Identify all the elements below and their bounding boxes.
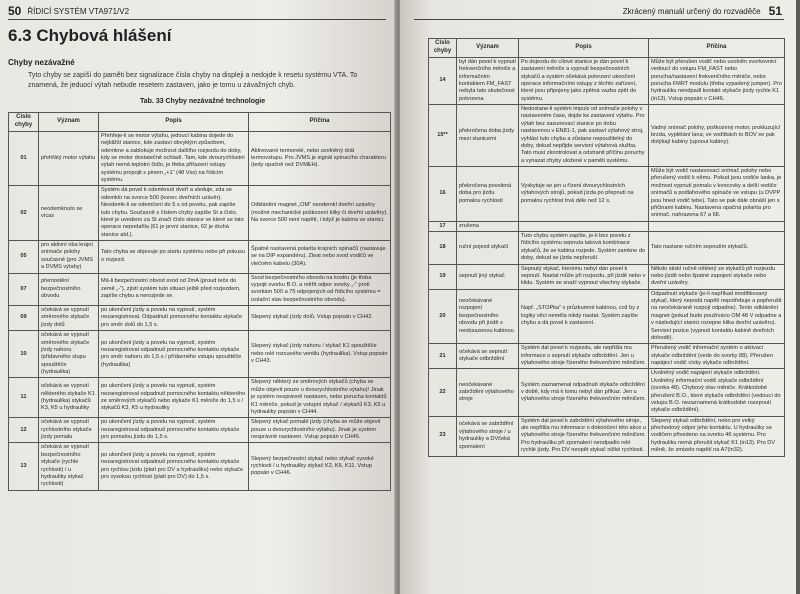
error-description: po ukončení jízdy a povelu na vypnutí, systém nezaregistroval odpadnutí pomocného kontaktu stykače pro pomalou jízdu do 1,5 s. xyxy=(99,418,249,443)
error-cause: Odpadnutí stykače (je-li napříkad modifikovaný stykač, který nepodá napětí nepotřebuje a popřerušit na neočekávaně rozpojí odpadne). Tento odklánění magnet (pokud bude používáno OM 48 V odpadne a v následující stanici rozepne klika dveřní uzávěru). Servisní pozice (vypnutí kontaktu kabině dveřních dohodě). xyxy=(649,289,785,344)
col-header-description: Popis xyxy=(99,113,249,132)
col-header-cause: Příčina xyxy=(649,39,785,58)
col-header-cause: Příčina xyxy=(249,113,391,132)
error-code: 20 xyxy=(429,289,457,344)
error-code: 09 xyxy=(9,306,39,331)
right-error-table xyxy=(428,38,785,457)
right-header-rule xyxy=(414,19,784,20)
error-description: Např. „STOPka“ v průzkumné kabinou, což by z logiky věci neměla nikdy nastat. Systém zapíše chybu a dá povel k zastavení. xyxy=(519,289,649,344)
error-description: Nedostane-li systém impulz od snímače polohy v nastaveném čase, dojde ke zastavení výtahu. Pro výtah bez zasunovací stanice po dobu nastavenou v EN81-1, pak zastaví výtahový stroj, vyhlásí tuto chybu a zůstane nepoužitelný do doby, dokud nepřijde servisní výtahová služba. Tato musí zkontrolovat a odstranit příčinu poruchy a vynazat chyby uložené v paměti systému. xyxy=(519,105,649,167)
error-meaning: očekává se vypnutí směrového stykače jízdy dolů xyxy=(39,306,99,331)
error-cause: Slepený stykač odbrždění, nebo pro velký přechodový odpor jeho kontaktu. U hydrauliky se vodičem přivedeno na svorku 46 systému. Pro hydrauliku nemá přerušit stykač K1 (in13). Pro DV měně, že zmizelo napětí na A7(in32). xyxy=(649,416,785,456)
error-meaning: přehřátý motor výtahu xyxy=(39,131,99,186)
error-description: Systém dal povel k rozjezdu, ale nepřišla mu informace o sepnutí stykače odbrždění. Jen u výtahového stroje řízeného frekvenčním měničem. xyxy=(519,344,649,369)
table-row xyxy=(9,378,391,418)
error-meaning: očekává se vypnutí směrového stykače jízdy nahoru /přídavného stupu spouštěče (hydraulika) xyxy=(39,331,99,378)
left-table-header-row xyxy=(9,113,391,132)
error-code: 05 xyxy=(9,241,39,274)
error-meaning: neočekávané rozpojení bezpečnostního obvodu při jízdě s neobsazenou kabinou xyxy=(457,289,519,344)
error-meaning: očekává se zabrždění výtahového stroje / u hydrauliky a DVčeká zpomalení xyxy=(457,416,519,456)
error-code: 21 xyxy=(429,344,457,369)
table-row xyxy=(429,416,785,456)
right-page-number: 51 xyxy=(768,4,782,18)
error-cause: Slepený stykač jízdy nahoru / stykač K1 spouštěče nebo relé rozcuvého ventilu (hydraulika). Vstup popsán v CH43. xyxy=(249,331,391,378)
error-meaning: očekává se sepnutí stykače odbrždění xyxy=(457,344,519,369)
right-running-head xyxy=(623,2,782,20)
error-description: Systém dá povel k odemknutí dveří a sleduje, zda se odemklo na svorce 500 (konec dveřních uzávěr). Neodemk-li se odemčení do 5 s od povelu, pak zapíše tuto chybu. Současně s číslem chyby zapíše St a číslo, které je uvedeno za St značí číslo stanice ve které se tato operace nepodařila (61 je první stanice, 62 je druhá stanice atd.). xyxy=(99,186,249,241)
col-header-description: Popis xyxy=(519,39,649,58)
section-title: 6.3 Chybová hlášení xyxy=(8,26,172,45)
error-meaning: sepnutí jiný stykač xyxy=(457,264,519,289)
error-description: po ukončení jízdy a povelu na vypnutí, systém nezaregistroval odpadnutí pomocného kontaktu stykače pro směr nahoru do 1,5 s / přídavného vstupu spouštěče (hydraulika) xyxy=(99,331,249,378)
table-row xyxy=(429,105,785,167)
table-row xyxy=(429,264,785,289)
error-code: 19 xyxy=(429,264,457,289)
error-description: Vyskytuje se jen u řízení dvourychlostních výtahových strojů, pokud jízda po přepnutí na pomalou rychlost trvá déle než 12 s. xyxy=(519,167,649,222)
error-description: po ukončení jízdy a povelu na vypnutí, systém nezaregistroval. Odpadnutí pomocného kontaktu stykače pro směr dolů do 1,5 s. xyxy=(99,306,249,331)
error-meaning: neodemknuto se vícas xyxy=(39,186,99,241)
error-cause: Špatně nastavená polarita krajních spínačů (nastavuje se na DIP expandéru). Zleat nebo svod vodičů ve vlečném kabelu (30A). xyxy=(249,241,391,274)
left-page-number: 50 xyxy=(8,4,22,18)
error-cause xyxy=(649,221,785,231)
error-description: Systém dal povel k zabrždění výtahového stroje, ale nepřišla mu informace o dokončení této akce u výtahového stroje řízeného frekvenčním měničem. Pro hydrauliku při zpomalení neodpadlo relé rychlé jízdy. Pro DV neopět stykač nižké rychlosti. xyxy=(519,416,649,456)
col-header-code: Číslo chyby xyxy=(9,113,39,132)
right-table-header-row xyxy=(429,39,785,58)
error-description: Má-li bezpečnostní obvod svod od 2mA (proud teče do země „-“), zjistí systém tuto situaci ještě před rozjezdem, zapíše chybu a nerozjede se. xyxy=(99,273,249,306)
error-meaning: překročena doba jízdy mezi stanicemi xyxy=(457,105,519,167)
error-description xyxy=(519,221,649,231)
error-cause: Slepený bezpečnostní stykač nebo stykač vysoké rychlosti / u hydrauliky stykač K2, K6, K11. Vstup popsán v CH46. xyxy=(249,443,391,490)
error-cause: Uvolněný vodič napájení stykače odbrždění. Uvolněný informační vodič stykače odbrždění (svorka 48). Chybový stav měniče. Krátkodobé přerušení B.O., které stykače odbrždění (vedoucí do vstupu B.O. nezaznamená krátkodobé rozepnutí stykače odbrždění). xyxy=(649,369,785,416)
left-running-head xyxy=(8,2,129,20)
error-meaning: překročena povolená doba pro jízdu pomalou rychlostí xyxy=(457,167,519,222)
error-meaning: očekává se vypnutí bezpečnostního stykače (rychle rychlosti) / u hydrauliky stykač rychlosti) xyxy=(39,443,99,490)
right-page xyxy=(400,0,796,594)
col-header-meaning: Význam xyxy=(39,113,99,132)
error-meaning: pro aktivní oba krajní snímače polohy současně (pro JVMS a DVMS výtahy) xyxy=(39,241,99,274)
error-meaning: zrušena xyxy=(457,221,519,231)
error-cause: Svod bezpečnostního obvodu na kostru (je třeba vypojit svorku B.O. a měřit odpor svorky „-“ proti svorkám 500 a 75 odpojených od řídicího systému = izolační stav bezpečnostního obvodu). xyxy=(249,273,391,306)
left-error-table xyxy=(8,112,391,491)
error-meaning: očekává se vypnutí některého stykače K1 (hydraulika) stykačů K3, K5 u hydrauliky xyxy=(39,378,99,418)
error-description: Po dojezdu do cílové stanice je dán povel k zastavení měniče a vypnutí bezpečnostních stykačů a systém očekává potvrzení ukončení operace informačními vstupy z těchto zařízení, které jsou připojeny jako zpětná vazba zpět do systému. xyxy=(519,57,649,104)
error-code: 22 xyxy=(429,369,457,416)
table-row xyxy=(9,273,391,306)
error-meaning: ruční pojezd stykačí xyxy=(457,232,519,265)
error-description: Tuto chybu systém zapíše, je-li bez povelu z řídicího systému sepnuta taková kombinace stykačů, že se kabina rozjede. Systém zamkne do doby, dokud se jízda nepřeruší. xyxy=(519,232,649,265)
table-row xyxy=(9,306,391,331)
left-header-rule xyxy=(8,19,386,20)
table-row xyxy=(429,221,785,231)
table-row xyxy=(9,443,391,490)
error-code: 12 xyxy=(9,418,39,443)
error-description: po ukončení jízdy a povelu na vypnutí, systém nezaregistroval odpadnutí pomocného kontaktu některého ze směrových stykačů nebo stykače K1 měniče do 1,5 s / stykačů K3, K5 u hydrauliky xyxy=(99,378,249,418)
table-row xyxy=(9,186,391,241)
error-description: po ukončení jízdy a povelu na vypnutí, systém nezaregistroval odpadnutí pomocného kontaktu stykače pro rychlou jízdu (platí pro DV a hydrauliku) nebo stykače pro vysokou rychlost (platí pro DV) do 1,5 s. xyxy=(99,443,249,490)
error-code: 02 xyxy=(9,186,39,241)
right-running-head-text: Zkrácený manuál určený do rozvaděče xyxy=(622,6,761,16)
left-page xyxy=(0,0,396,594)
error-description: Systém zaznamenal odpadnutí stykače odbrždění v době, kdy má k tomu nebyl dán příkaz. Jen u výtahového stroje řízeného frekvenčním měničem. xyxy=(519,369,649,416)
error-meaning: přemostění bezpečnostního obvodu xyxy=(39,273,99,306)
error-cause: Může být vodič nastavovací snímač polohy nebo přerušený vodič k němu. Pokud jsou vodiče lanka, je možnost vypnutí pomalu v koncovky a delší vodiče snímačů a podlahového spínače ve vstupu (u DVPP jsou hned vodič tebe). Tato se pak dále obnáší jen s přičinami kabinu. Nastavena opačná polarita pro snímač. nahrazena 67 a 68. xyxy=(649,167,785,222)
error-code: 18 xyxy=(429,232,457,265)
error-meaning: očekává se vypnutí rychlostního stykače jízdy pomalu xyxy=(39,418,99,443)
error-meaning: byl dán povel k vypnutí frekvenčního měniče a informačním kontaktem FM_FAST nebyla tato skutečnost potvrzena xyxy=(457,57,519,104)
table-row xyxy=(429,232,785,265)
error-code: 11 xyxy=(9,378,39,418)
col-header-meaning: Význam xyxy=(457,39,519,58)
error-code: 16 xyxy=(429,167,457,222)
error-code: 01 xyxy=(9,131,39,186)
error-cause: Tato nastane ručním sepnutím stykačů. xyxy=(649,232,785,265)
error-code: 13 xyxy=(9,443,39,490)
error-code: 15** xyxy=(429,105,457,167)
table-row xyxy=(9,241,391,274)
error-meaning: neočekávané zabrždění výtahového stroje xyxy=(457,369,519,416)
table-row xyxy=(429,344,785,369)
error-cause: Odklánění magnet „OM“ neodemkl dveřní uzávěry (možné mechanické poškození kliky či dveřní uzávěry). Na svorce 500 není napětí, i když je kabina ve stanici. xyxy=(249,186,391,241)
error-code: 10 xyxy=(9,331,39,378)
error-code: 07 xyxy=(9,273,39,306)
table-caption: Tab. 33 Chyby nezávažné technologie xyxy=(140,98,266,105)
table-row xyxy=(429,369,785,416)
table-row xyxy=(429,167,785,222)
error-cause: Někdo stiskl ručně některý ze stykačů při rozjezdu nebo jízdě nebo špatné zapojení stykače nebo dveřní uzávěry. xyxy=(649,264,785,289)
table-row xyxy=(429,289,785,344)
error-code: 14 xyxy=(429,57,457,104)
error-description: Tato chyba se objevuje po startu systému nebo při pokusu o rozjezd. xyxy=(99,241,249,274)
error-code: 17 xyxy=(429,221,457,231)
error-cause: Vadný snímač polohy, poškozený motor, prokluzující brzda, vyplétání lana; ve vodítkách to BOV se pak dotýkají kabiny (upnout kabiny). xyxy=(649,105,785,167)
subheading: Chyby nezávažné xyxy=(8,58,75,67)
table-row xyxy=(9,131,391,186)
col-header-code: Číslo chyby xyxy=(429,39,457,58)
error-cause: Slepený některý ze směrových stykačů (chyba se může objevit pouze u dvourychlostního výtahu)! Jinak je systém nesprávně nastaven, nebo porucha kontaktů K1 měniče, pokud je vstupní stykač / stykačů K3, K5 u hydrauliky popsán v CH44. xyxy=(249,378,391,418)
table-row xyxy=(9,331,391,378)
error-cause: Slepený stykač pomalé jízdy (chyba se může objevit pouze u dvourychlostního výtahu). Jinak je systém nesprávně nastaven. Vstup popsán v CH45. xyxy=(249,418,391,443)
error-code: 23 xyxy=(429,416,457,456)
error-cause: Přerušený vodič informační systém o aktivaci stykače odbrždění (vede do svorky 88). Přerušen napájecí vodič cívky stykače odbrždění. xyxy=(649,344,785,369)
error-description: Sepnutý stykač, kterému nebyl dán povel k sepnutí. Nastat může při rozjezdu, při jízdě nebo v klidu. Systém se snaží vypnout všechny stykače. xyxy=(519,264,649,289)
left-running-head-text: ŘÍDICÍ SYSTÉM VTA971/V2 xyxy=(27,6,130,16)
table-row xyxy=(9,418,391,443)
table-row xyxy=(429,57,785,104)
error-description: Přehřeje-li se motor výtahu, jedoucí kabina dojede do nejbližší stanice, kde zastaví obvyklým způsobem, odemkne a zablokuje možnost dalšího rozjezdu do doby, kdy se motor dostatečně ochladí. Tam, kde dvourychlostní výtah nemá teplotní čidlo, je třeba přiřazení vstupy systému propojit s pinem „+1“ (48 Vss) na řídicím systému. xyxy=(99,131,249,186)
error-cause: Aktivované termorelé, nebo uvolněný drát termovstupu. Pro JVMS je signál spínacího charakteru (tedy opačně než DVMEH). xyxy=(249,131,391,186)
intro-paragraph: Tyto chyby se zapíší do paměti bez signalizace čísla chyby na displeji a nedojde k resetu systému VTA. To znamená, že jeduocí výtah nebude resetem zastaven, jako je tomu u závažných chyb. xyxy=(28,72,358,90)
error-cause: Slepený stykač jízdy dolů. Vstup popsán v CH42. xyxy=(249,306,391,331)
error-cause: Může být přerušen vodič nebo uvolněn svorkovnicí vedoucí do vstupu FM_FAST nebo porucha/nastavení frekvenčního měniče, nebo porucha FMRT modulu (třeba vypadený jumper). Pro hydrauliku neodpadl kontakt stykače jízdy rychle K1 (in13). Vstup popsán v CH46. xyxy=(649,57,785,104)
